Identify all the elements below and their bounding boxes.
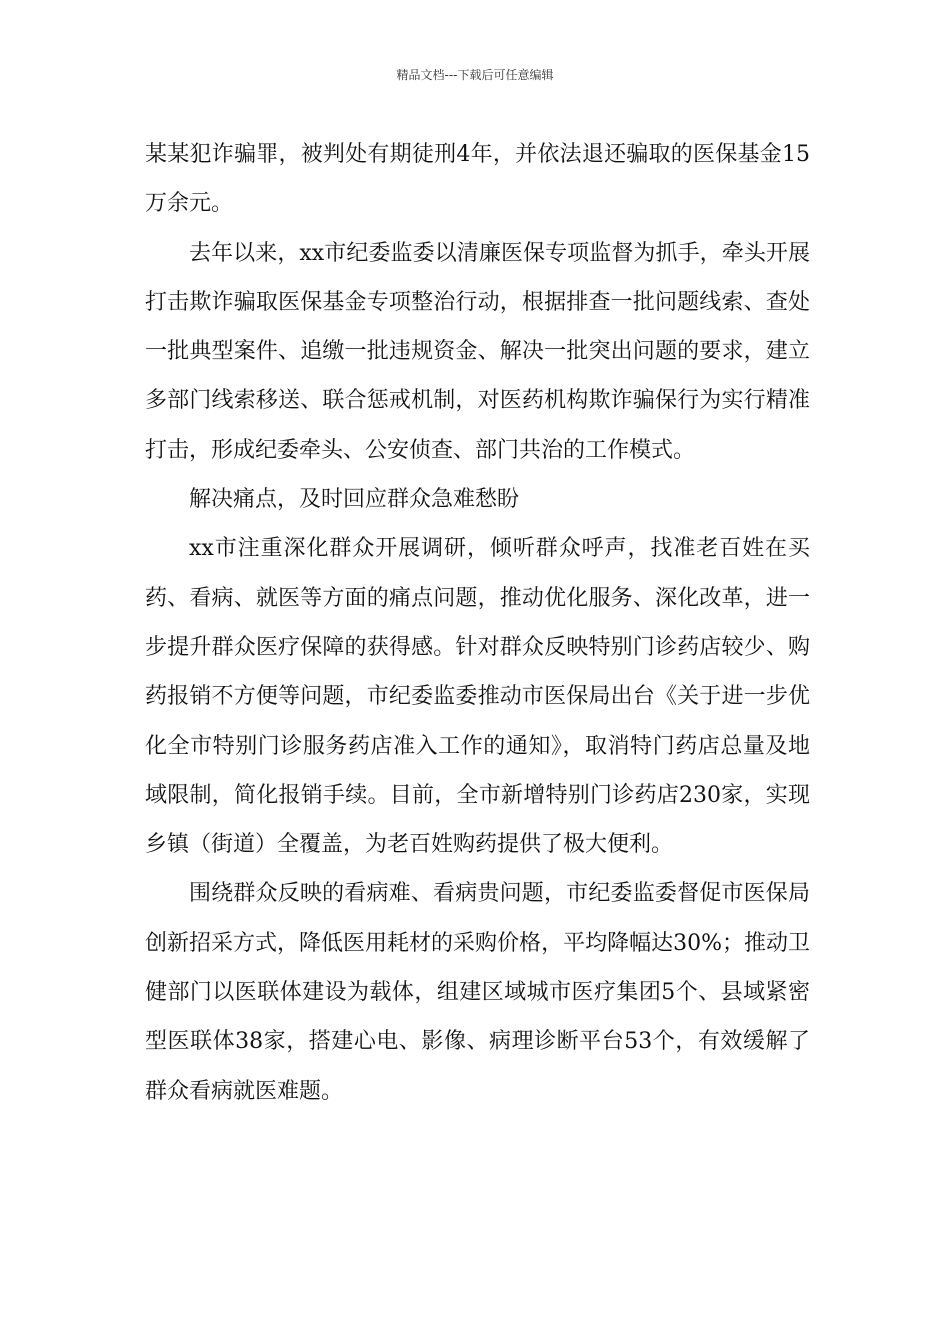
document-body	[145, 130, 810, 1116]
paragraph: 去年以来，xx市纪委监委以清廉医保专项监督为抓手，牵头开展打击欺诈骗取医保基金专项整治行动，根据排查一批问题线索、查处一批典型案件、追缴一批违规资金、解决一批突出问题的要求，建立多部门线索移送、联合惩戒机制，对医药机构欺诈骗保行为实行精准打击，形成纪委牵头、公安侦查、部门共治的工作模式。	[145, 240, 810, 463]
page-header: 精品文档---下载后可任意编辑	[396, 68, 554, 82]
paragraph: 某某犯诈骗罪，被判处有期徒刑4年，并依法退还骗取的医保基金15万余元。	[145, 142, 810, 217]
paragraph: xx市注重深化群众开展调研，倾听群众呼声，找准老百姓在买药、看病、就医等方面的痛点问题，推动优化服务、深化改革，进一步提升群众医疗保障的获得感。针对群众反映特别门诊药店较少、购药报销不方便等问题，市纪委监委推动市医保局出台《关于进一步优化全市特别门诊服务药店准入工作的通知》，取消特门药店总量及地域限制，简化报销手续。目前，全市新增特别门诊药店230家，实现乡镇（街道）全覆盖，为老百姓购药提供了极大便利。	[145, 536, 810, 858]
paragraph: 围绕群众反映的看病难、看病贵问题，市纪委监委督促市医保局创新招采方式，降低医用耗材的采购价格，平均降幅达30%；推动卫健部门以医联体建设为载体，组建区域城市医疗集团5个、县域紧密型医联体38家，搭建心电、影像、病理诊断平台53个，有效缓解了群众看病就医难题。	[145, 881, 810, 1104]
section-heading: 解决痛点，及时回应群众急难愁盼	[189, 487, 520, 513]
